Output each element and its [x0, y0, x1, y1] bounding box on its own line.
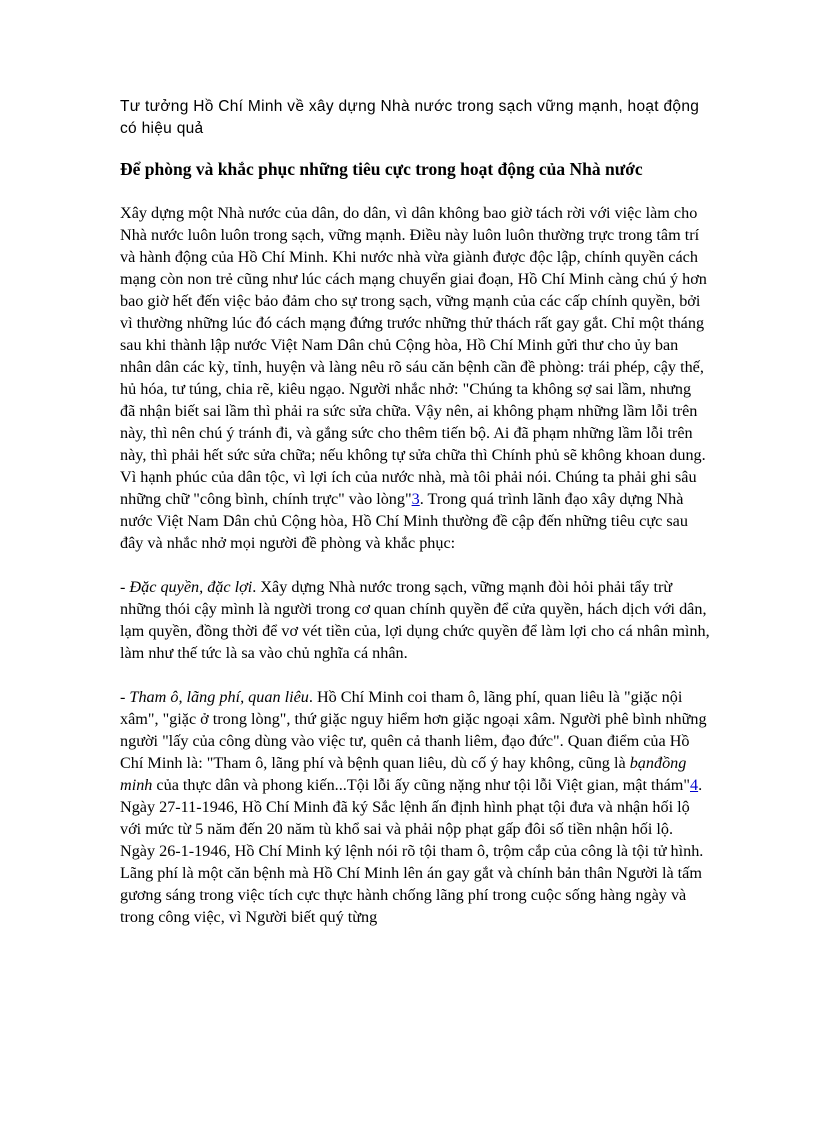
paragraph-1-text-b: . Trong quá trình lãnh đạo xây dựng Nhà nước Việt Nam Dân chủ Cộng hòa, Hồ Chí Minh thường đề cập đến những tiêu cực sau đây và nhắc nhở mọi người đề phòng và khắc phục:	[120, 490, 688, 552]
paragraph-2-text: . Xây dựng Nhà nước trong sạch, vững mạnh đòi hỏi phải tẩy trừ những thói cậy mình là người trong cơ quan chính quyền để cửa quyền, hách dịch với dân, lạm quyền, đồng thời để vơ vét tiền của, lợi dụng chức quyền để làm lợi cho cá nhân mình, làm như thế tức là sa vào chủ nghĩa cá nhân.	[120, 578, 710, 662]
paragraph-1-text-a: Xây dựng một Nhà nước của dân, do dân, vì dân không bao giờ tách rời với việc làm cho Nhà nước luôn luôn trong sạch, vững mạnh. Điều này luôn luôn thường trực trong tâm trí và hành động của Hồ Chí Minh. Khi nước nhà vừa giành được độc lập, chính quyền cách mạng còn non trẻ cũng như lúc cách mạng chuyển giai đoạn, Hồ Chí Minh càng chú ý hơn bao giờ hết đến việc bảo đảm cho sự trong sạch, vững mạnh của các cấp chính quyền, bởi vì thường những lúc đó cách mạng đứng trước những thử thách rất gay gắt. Chỉ một tháng sau khi thành lập nước Việt Nam Dân chủ Cộng hòa, Hồ Chí Minh gửi thư cho ủy ban nhân dân các kỳ, tỉnh, huyện và làng nêu rõ sáu căn bệnh cần đề phòng: trái phép, cậy thế, hủ hóa, tư túng, chia rẽ, kiêu ngạo. Người nhắc nhở: "Chúng ta không sợ sai lầm, nhưng đã nhận biết sai lầm thì phải ra sức sửa chữa. Vậy nên, ai không phạm những lầm lỗi trên này, thì nên chú ý tránh đi, và gắng sức cho thêm tiến bộ. Ai đã phạm những lầm lỗi trên này, thì phải hết sức sửa chữa; nếu không tự sửa chữa thì Chính phủ sẽ không khoan dung. Vì hạnh phúc của dân tộc, vì lợi ích của nước nhà, mà tôi phải nói. Chúng ta phải ghi sâu những chữ "công bình, chính trực" vào lòng"	[120, 204, 707, 508]
paragraph-3-italic-phrase: bạnđồng minh	[120, 754, 687, 794]
article-title: Tư tưởng Hồ Chí Minh về xây dựng Nhà nước trong sạch vững mạnh, hoạt động có hiệu quả	[120, 98, 700, 137]
paragraph-2-lead: - Đặc quyền, đặc lợi	[120, 578, 253, 596]
section-heading: Để phòng và khắc phục những tiêu cực trong hoạt động của Nhà nước	[120, 159, 643, 179]
paragraph-3-text-c: . Ngày 27-11-1946, Hồ Chí Minh đã ký Sắc lệnh ấn định hình phạt tội đưa và nhận hối lộ với mức từ 5 năm đến 20 năm tù khổ sai và phải nộp phạt gấp đôi số tiền nhận hối lộ. Ngày 26-1-1946, Hồ Chí Minh ký lệnh nói rõ tội tham ô, trộm cắp của công là tội tử hình. Lãng phí là một căn bệnh mà Hồ Chí Minh lên án gay gắt và chính bản thân Người là tấm gương sáng trong việc tích cực thực hành chống lãng phí trong cuộc sống hàng ngày và trong công việc, vì Người biết quý từng	[120, 776, 704, 926]
paragraph-1	[120, 202, 710, 554]
paragraph-3-text-b: của thực dân và phong kiến...Tội lỗi ấy cũng nặng như tội lỗi Việt gian, mật thám"	[152, 776, 690, 794]
paragraph-2	[120, 576, 710, 664]
paragraph-3-lead: - Tham ô, lãng phí, quan liêu	[120, 688, 309, 706]
document-page	[120, 96, 710, 950]
footnote-link-3[interactable]: 3	[411, 490, 420, 508]
footnote-link-4[interactable]: 4	[690, 776, 699, 794]
paragraph-3	[120, 686, 710, 928]
paragraph-3-text-a: . Hồ Chí Minh coi tham ô, lãng phí, quan liêu là "giặc nội xâm", "giặc ở trong lòng", thứ giặc nguy hiểm hơn giặc ngoại xâm. Người phê bình những người "lấy của công dùng vào việc tư, quên cả thanh liêm, đạo đức". Quan điểm của Hồ Chí Minh là: "Tham ô, lãng phí và bệnh quan liêu, dù cố ý hay không, cũng là	[120, 688, 707, 772]
